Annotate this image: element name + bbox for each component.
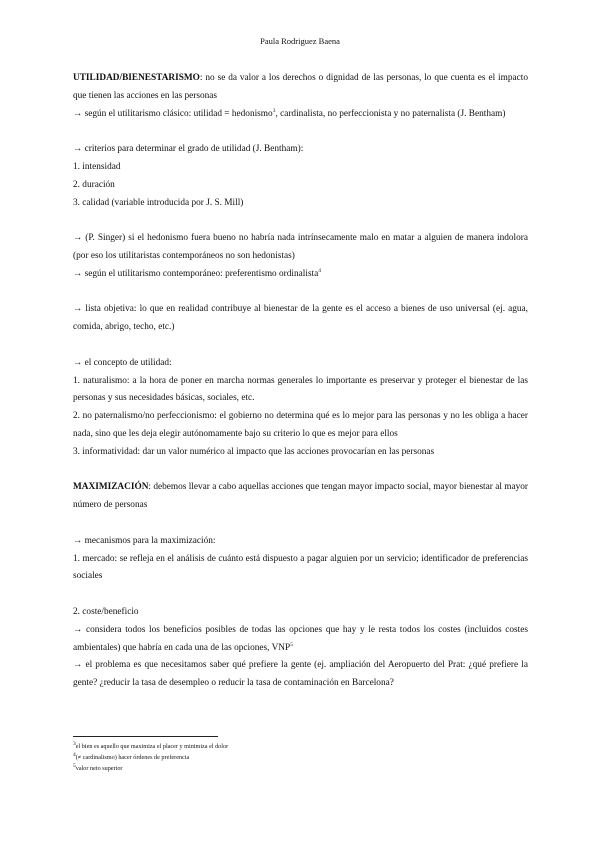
footnote-text: el bien es aquello que maximiza el placer y minimiza el dolor [75, 743, 229, 750]
footnote-text: (≠ cardinalismo) hacer órdenes de preferencia [75, 754, 190, 761]
footnotes [73, 741, 528, 774]
footnote-ref-4[interactable]: 4 [318, 267, 322, 274]
footnote-item [73, 763, 528, 774]
concepto-title: → el concepto de utilidad: [73, 357, 172, 368]
footnote-ref-3[interactable]: 3 [272, 107, 276, 114]
concepto-item: 2. no paternalismo/no perfeccionismo: el gobierno no determina qué es lo mejor para las personas y no les obliga a hacer nada, sino que les deja elegir autónomamente bajo su criterio lo que es mejor para ellos [73, 411, 528, 439]
coste-beneficio-text: → considera todos los beneficios posibles de todas las opciones que hay y le resta todos los costes (incluidos costes ambientales) que habría en cada una de las opciones, VNP [73, 624, 528, 653]
contemporaneo-line [73, 266, 528, 284]
utilitarismo-clasico-text-cont: , cardinalista, no perfeccionista y no paternalista (J. Bentham) [275, 108, 506, 119]
concepto-item: 1. naturalismo: a la hora de poner en marcha normas generales lo importante es preservar y proteger el bienestar de las personas y sus necesidades básicas, sociales, etc. [73, 375, 528, 404]
lista-objetiva-paragraph: → lista objetiva: lo que en realidad contribuye al bienestar de la gente es el acceso a bienes de uso universal (ej. agua, comida, abrigo, techo, etc.) [73, 304, 528, 333]
section-maximizacion-intro [73, 479, 528, 515]
contemporaneo-text: → según el utilitarismo contemporáneo: preferentismo ordinalista [73, 268, 319, 279]
utilitarismo-clasico-line [73, 106, 528, 124]
concepto-item: 3. informatividad: dar un valor numérico al impacto que las acciones provocarían en las personas [73, 446, 435, 457]
footnote-item [73, 752, 528, 763]
mecanismos-title: → mecanismos para la maximización: [73, 535, 216, 546]
footnote-number: 4 [73, 751, 76, 758]
utilitarismo-clasico-text: → según el utilitarismo clásico: utilidad = hedonismo [73, 108, 273, 119]
singer-paragraph: → (P. Singer) si el hedonismo fuera bueno no habría nada intrínsecamente malo en matar a alguien de manera indolora (por eso los utilitaristas contemporáneos no son hedonistas) [73, 233, 528, 261]
maximizacion-intro-text: : debemos llevar a cabo aquellas acciones que tengan mayor impacto social, mayor bienestar al mayor número de personas [73, 482, 528, 511]
criterio-item: 1. intensidad [73, 161, 121, 172]
footnote-item [73, 741, 528, 752]
criterios-title: → criterios para determinar el grado de utilidad (J. Bentham): [73, 144, 304, 155]
problema-paragraph: → el problema es que necesitamos saber qué prefiere la gente (ej. ampliación del Aeropuerto del Prat: ¿qué prefiere la gente? ¿reducir la tasa de desempleo o reducir la tasa de contaminación en Barcelona? [73, 660, 528, 689]
coste-beneficio-title: 2. coste/beneficio [73, 606, 139, 617]
document-body [73, 70, 528, 693]
footnote-text: valor neto superior [75, 765, 123, 772]
coste-beneficio-line [73, 622, 528, 658]
heading-maximizacion: MAXIMIZACIÓN [73, 482, 149, 493]
mercado-item: 1. mercado: se refleja en el análisis de cuánto está dispuesto a pagar alguien por un servicio; identificador de preferencias sociales [73, 553, 528, 582]
criterio-item: 2. duración [73, 179, 115, 190]
criterio-item: 3. calidad (variable introducida por J. S. Mill) [73, 197, 244, 208]
heading-utilidad: UTILIDAD/BIENESTARISMO [73, 73, 200, 83]
utilidad-intro-text: : no se da valor a los derechos o dignidad de las personas, lo que cuenta es el impacto que tienen las acciones en las personas [73, 73, 528, 101]
footnote-number: 5 [73, 762, 76, 769]
footnote-ref-5[interactable]: 5 [290, 641, 293, 648]
footnote-number: 3 [73, 740, 76, 747]
section-utilidad-intro [73, 70, 528, 106]
page-header-author: Paula Rodriguez Baena [260, 36, 340, 46]
footnote-separator [73, 736, 218, 737]
